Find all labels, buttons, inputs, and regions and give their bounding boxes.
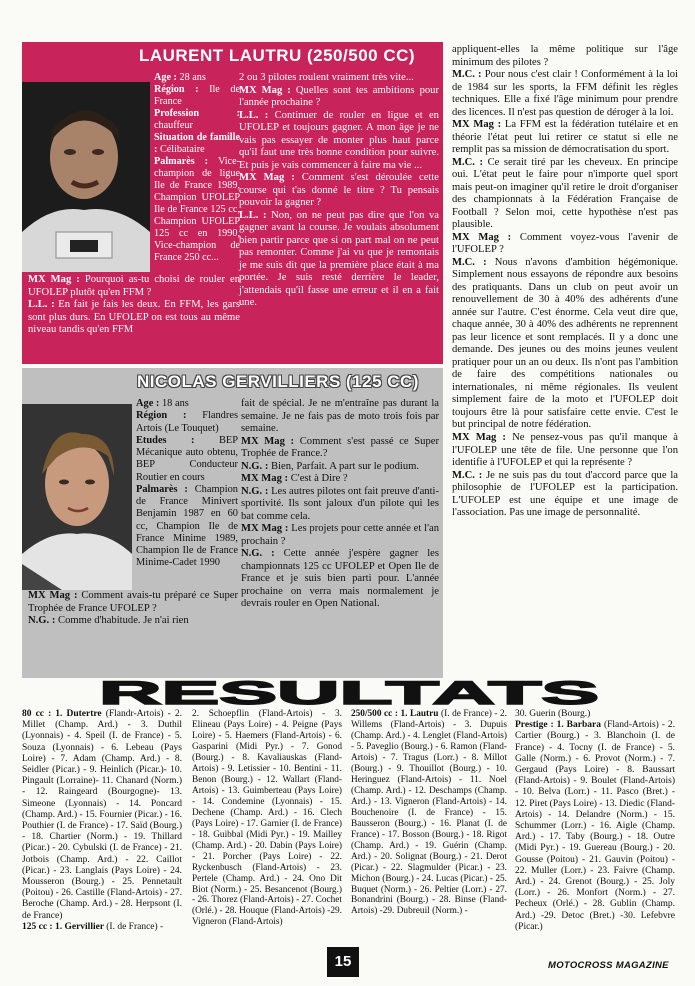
- paragraph-text: Champion de France Minivert Benjamin 1987 en 60 cc, Champion Ile de France Minime 1989, Champion Ile de France Minime-Cadet 1990: [136, 483, 238, 569]
- interview-right-column: [452, 44, 678, 520]
- paragraph-text: (I. de France) -: [106, 921, 164, 932]
- lautru-paragraph: [154, 84, 240, 108]
- gervilliers-paragraph: [241, 486, 439, 524]
- gervilliers-paragraph: [136, 484, 238, 570]
- paragraph-text: fait de spécial. Je ne m'entraîne pas durant la semaine. Je ne fais pas de moto trois fois par semaine.: [241, 398, 439, 435]
- paragraph-text: 30. Guerin (Bourg.): [515, 709, 591, 719]
- results-column-125cc: [192, 709, 342, 928]
- paragraph-text: Bien, Parfait. A part sur le podium.: [271, 460, 420, 472]
- speaker-label: M.C. :: [452, 469, 487, 481]
- paragraph-text: 28 ans: [179, 72, 206, 83]
- interview-paragraph: [452, 470, 678, 520]
- results-entry: [22, 709, 182, 922]
- paragraph-text: Quelles sont tes ambitions pour l'année prochaine ?: [239, 84, 439, 109]
- page-number: 15: [327, 947, 359, 977]
- lautru-paragraph: [239, 72, 439, 85]
- speaker-label: L.L. :: [239, 109, 275, 121]
- paragraph-text: Flandres Artois (Le Touquet): [136, 410, 238, 434]
- speaker-label: 125 cc : 1. Gervillier: [22, 921, 107, 932]
- lautru-column-2: [239, 72, 439, 310]
- speaker-label: N.G. :: [28, 615, 59, 627]
- paragraph-text: Comme d'habitude. Je n'ai rien: [58, 615, 189, 627]
- speaker-label: M.C. :: [452, 256, 495, 268]
- paragraph-text: (Flandr-Artois) - 2. Millet (Champ. Ard.) - 3. Duthil (Lyonnais) - 4. Speil (I. de France) - 5. Souza (Lyonnais) - 6. Lebeau (Pays Loire) - 7. Adam (Champ. Ard.) - 8. Seidler (Picar.) - 9. Heinlich (Picar.)- 10. Pingault (Lorraine)- 11. Chanard (Norm.) - 12. Raingeard (Bourgogne)- 13. Simeone (Lyonnais) - 14. Poncard (Champ. Ard.) - 15. Fournier (Picar.) - 16. Pouthier (I. de France) - 17. Saïd (Bourg.) - 18. Chartier (Norm.) - 19. Thillard (Picar.) - 20. Cybulski (I. de France) - 21. Jotbois (Champ. Ard.) - 22. Caillot (Picar.) - 23. Langlais (Pays Loire) - 24. Mousseron (Bourg.) - 25. Pennetault (Poitou) - 26. Castille (Fland-Artois) - 27. Beroche (Champ. Ard.) - 28. Herpsont (I. de France): [22, 709, 182, 921]
- results-entry: [515, 720, 675, 933]
- speaker-label: Palmarès :: [154, 156, 218, 168]
- gervilliers-paragraph: [241, 548, 439, 611]
- gervilliers-paragraph: [241, 473, 439, 486]
- speaker-label: M.C. :: [452, 156, 488, 168]
- gervilliers-paragraph: [241, 398, 439, 436]
- lautru-paragraph: [28, 274, 240, 299]
- lautru-column-1: [154, 72, 240, 265]
- speaker-label: MX Mag :: [452, 231, 520, 243]
- speaker-label: MX Mag :: [28, 274, 85, 285]
- gervilliers-paragraph: [136, 398, 238, 410]
- results-banner: [96, 678, 602, 708]
- results-entry: [515, 709, 675, 720]
- speaker-label: MX Mag :: [241, 435, 300, 447]
- speaker-label: MX Mag :: [241, 473, 291, 485]
- gervilliers-profile-panel: [22, 368, 443, 678]
- paragraph-text: appliquent-elles la même politique sur l'âge minimum des pilotes ?: [452, 44, 678, 68]
- lautru-paragraph: [28, 299, 240, 337]
- paragraph-text: Vice-champion de ligue Ile de France 1989, Champion UFOLEP Ile de France 125 cc, Champion UFOLEP 125 cc en 1990, Vice-champion de France 250 cc...: [154, 156, 240, 264]
- speaker-label: Profession :: [154, 108, 240, 120]
- paragraph-text: Comment avais-tu préparé ce Super Trophée de France UFOLEP ?: [28, 590, 238, 614]
- lautru-paragraph: [239, 85, 439, 110]
- paragraph-text: Non, on ne peut pas dire que l'on va gagner avant la course. Je voulais absolument bien partir parce que si on part mal on ne peut pas remonter. Comme j'ai vu que je remontais je me suis dit que la première place était à ma portée. Je suis resté derrière le leader, j'attendais qu'il fasse une erreur et il en a fait une.: [239, 209, 439, 309]
- speaker-label: N.G. :: [241, 460, 272, 472]
- gervilliers-paragraph: [241, 523, 439, 548]
- paragraph-text: chauffeur: [154, 120, 193, 132]
- speaker-label: MX Mag :: [28, 590, 82, 601]
- paragraph-text: 2. Schoepflin (Fland-Artois) - 3. Elineau (Pays Loire) - 4. Peigne (Pays Loire) - 5. Haemers (Fland-Artois) - 6. Gasparini (Midi Pyr.) - 7. Gonod (Bourg.) - 8. Kavaliauskas (Fland-Artois) - 9. Letissier - 10. Bentini - 11. Benon (Bourg.) - 12. Wallart (Fland-Artois) - 13. Guimberteau (Pays Loire) - 14. Condemine (Lyonnais) - 15. Dechene (Champ. Ard.) - 16. Clech (Pays Loire) - 17. Garnier (I. de France) - 18. Guibbal (Midi Pyr.) - 19. Mailley (Champ. Ard.) - 20. Dabin (Pays Loire) - 21. Porcher (Pays Loire) - 22. Ryckenbusch (Fland-Artois) - 23. Pertele (Champ. Ard.) - 24. Ono Dit Biot (Norm.) - 25. Besancenot (Bourg.) - 26. Thorez (Fland-Artois) - 27. Cochet (Orlé.) - 28. Houque (Fland-Artois) -29. Vigneron (Fland-Artois): [192, 709, 342, 928]
- gervilliers-paragraph: [28, 615, 238, 628]
- paragraph-text: (I. de France) - 2. Willems (Fland-Artois) - 3. Dupuis (Champ. Ard.) - 4. Lenglet (Fland-Artois) - 5. Paveglio (Bourg.) - 6. Ramon (Fland-Artois) - 7. Tragus (Lorr.) - 8. Millot (Bourg.) - 9. Thouillot (Bourg.) - 10. Heringuez (Fland-Artois) - 11. Noel (Champ. Ard.) - 12. Deschamps (Champ. Ard.) - 13. Vigneron (Fland-Artois) - 14. Bouchenoire (I. de France) - 15. Bausseron (Bourg.) - 16. Planat (I. de France) - 17. Bosson (Bourg.) - 18. Rigot (Champ. Ard.) - 19. Guérin (Champ. Ard.) - 20. Solignat (Bourg.) - 21. Derot (Picar.) - 22. Slagmulder (Picar.) - 23. Michon (Bourg.) - 24. Lucas (Picar.) - 25. Buquet (Norm.) - 26. Peltier (Lorr.) - 27. Bonandrini (Bourg.) - 28. Binse (Fland-Artois) -29. Dubreuil (Norm.) -: [351, 709, 507, 917]
- lautru-paragraph: [154, 72, 240, 84]
- lautru-title: LAURENT LAUTRU (250/500 CC): [138, 46, 416, 65]
- speaker-label: Région :: [154, 84, 210, 96]
- interview-paragraph: [452, 232, 678, 257]
- speaker-label: Age :: [136, 398, 162, 409]
- interview-paragraph: [452, 69, 678, 119]
- speaker-label: MX Mag :: [452, 431, 513, 443]
- lautru-paragraph: [239, 110, 439, 173]
- speaker-label: N.G. :: [241, 548, 284, 560]
- speaker-label: MX Mag :: [452, 119, 505, 131]
- paragraph-text: 18 ans: [161, 398, 189, 409]
- gervilliers-column-1-wide: [28, 590, 238, 628]
- magazine-name: MOTOCROSS MAGAZINE: [548, 960, 669, 971]
- interview-paragraph: [452, 257, 678, 432]
- speaker-label: N.G. :: [241, 485, 272, 497]
- speaker-label: Age :: [154, 72, 180, 83]
- paragraph-text: Je ne suis pas du tout d'accord parce que la philosophie de l'UFOLEP est la participation. L'UFOLEP est une équipe et une image de l'association. Pas une image de personnalité.: [452, 469, 678, 519]
- results-entry: [351, 709, 507, 917]
- paragraph-text: Comment voyez-vous l'avenir de l'UFOLEP ?: [452, 231, 679, 256]
- speaker-label: Prestige : 1. Barbara: [515, 720, 604, 731]
- lautru-column-1-wide: [28, 274, 240, 337]
- results-entry: [192, 709, 342, 928]
- paragraph-text: La FFM est la fédération tutélaire et en théorie l'état peut lui retirer ce statut si elle ne remplit pas sa mission de démocratisation du sport.: [452, 119, 678, 156]
- gervilliers-paragraph: [241, 436, 439, 461]
- gervilliers-title: NICOLAS GERVILLIERS (125 CC): [137, 372, 419, 391]
- paragraph-text: Pourquoi as-tu choisi de rouler en UFOLEP plutôt qu'en FFM ?: [28, 274, 240, 298]
- paragraph-text: (Fland-Artois) - 2. Cartier (Bourg.) - 3. Blanchoin (I. de France) - 4. Tocny (I. de France) - 5. Galle (Norm.) - 6. Provot (Norm.) - 7. Gergaud (Pays Loire) - 8. Baussart (Fland-Artois) - 9. Boulet (Fland-Artois) - 10. Belva (Lorr.) - 11. Pasco (Bret.) - 12. Piret (Pays Loire) - 13. Diedic (Fland-Artois) - 14. Delandre (Norm.) - 15. Schummer (Lorr.) - 16. Aigle (Champ. Ard.) - 17. Taby (Bourg.) - 18. Outre (Midi Pyr.) - 19. Guereau (Bourg.) - 20. Gousse (Poitou) - 21. Gauvin (Poitou) - 22. Muller (Lorr.) - 23. Faivre (Champ. Ard.) - 24. Grenot (Bourg.) - 25. Joly (Lorr.) - 26. Monfort (Norm.) - 27. Pecheux (Orlé.) - 28. Gublin (Champ. Ard.) -29. Detoc (Bret.) -30. Lefebvre (Picar.): [515, 720, 676, 932]
- gervilliers-paragraph: [28, 590, 238, 615]
- speaker-label: L.L. :: [28, 299, 59, 311]
- interview-paragraph: [452, 157, 678, 232]
- lautru-profile-panel: [22, 42, 443, 364]
- gervilliers-paragraph: [136, 435, 238, 484]
- speaker-label: Région :: [136, 410, 203, 422]
- interview-paragraph: [452, 119, 678, 157]
- paragraph-text: Nous n'avons d'ambition hégémonique. Simplement nous essayons de répondre aux besoins des pratiquants. Dans un club on peut avoir un renouvellement de 30 à 40% des adhérents d'une année sur l'autre. C'est énorme. Cela veut dire que, chaque année, 30 à 40% des adhérents ne reprennent pas leur licence et sont remplacés. Il y a donc une demande. Des jeunes ou des moins jeunes veulent pratiquer pour un an ou deux. Ils n'ont pas l'ambition de faire des compétitions nationales ou internationales, ni même régionales. Ils veulent simplement faire de la moto et l'UFOLEP doit toujours être là pour satisfaire cette envie. C'est le but principal de notre fédération.: [452, 256, 678, 431]
- paragraph-text: Célibataire: [159, 144, 205, 156]
- lautru-photo: [22, 82, 150, 272]
- paragraph-text: Les projets pour cette année et l'an prochain ?: [241, 523, 439, 547]
- lautru-paragraph: [154, 108, 240, 132]
- speaker-label: 80 cc : 1. Dutertre: [22, 709, 106, 719]
- interview-paragraph: [452, 44, 678, 69]
- paragraph-text: Ce serait tiré par les cheveux. En principe oui. L'état peut le faire pour n'importe quel sport mais peut-on imaginer qu'il retire le droit d'organiser des championnats à la Fédération Française de Football ? Selon moi, cette hypothèse n'est pas plausible.: [452, 156, 679, 231]
- speaker-label: Situation de famille :: [154, 132, 240, 156]
- gervilliers-paragraph: [136, 410, 238, 435]
- paragraph-text: Les autres pilotes ont fait preuve d'anti-sportivité. Ils sont jaloux d'un pilote qui les bat comme cela.: [241, 485, 440, 522]
- lautru-paragraph: [239, 210, 439, 310]
- results-column-250-500cc: [351, 709, 507, 917]
- interview-paragraph: [452, 432, 678, 470]
- speaker-label: M.C. :: [452, 69, 485, 81]
- paragraph-text: Comment s'est déroulée cette course qui t'as donné le titre ? Tu pensais pouvoir la gagner ?: [239, 172, 439, 209]
- paragraph-text: Continuer de rouler en ligue et en UFOLEP et toujours gagner. A mon âge je ne vais pas essayer de monter plus haut parce qu'il faut une très bonne condition pour suivre. Et puis je vais commencer à faire ma vie ...: [239, 109, 439, 171]
- results-title: RESULTATS: [99, 678, 599, 708]
- results-column-prestige: [515, 709, 675, 933]
- results-entry: [22, 922, 182, 933]
- speaker-label: MX Mag :: [241, 523, 292, 535]
- speaker-label: Etudes :: [136, 434, 219, 446]
- paragraph-text: En fait je fais les deux. En FFM, les gars sont plus durs. En UFOLEP on est tous au même niveau tandis qu'en FFM: [28, 299, 240, 336]
- speaker-label: MX Mag :: [239, 172, 302, 184]
- speaker-label: 250/500 cc : 1. Lautru: [351, 709, 442, 719]
- paragraph-text: Pour nous c'est clair ! Conformément à la loi de 1984 sur les sports, la FFM définit les règles techniques. Elle a fixé l'âge minimum pour prendre des licences. Il n'est pas question de déroger à la loi.: [452, 69, 678, 118]
- speaker-label: MX Mag :: [239, 84, 296, 96]
- speaker-label: L.L. :: [239, 209, 272, 221]
- lautru-paragraph: [154, 132, 240, 156]
- paragraph-text: Ile de France: [154, 84, 240, 108]
- speaker-label: Palmarès :: [136, 483, 195, 495]
- gervilliers-photo: [22, 404, 132, 590]
- gervilliers-column-1: [136, 398, 238, 570]
- gervilliers-column-2: [241, 398, 439, 611]
- paragraph-text: C'est à Dire ?: [290, 473, 348, 485]
- lautru-paragraph: [154, 156, 240, 264]
- paragraph-text: 2 ou 3 pilotes roulent vraiment très vite...: [239, 72, 414, 83]
- gervilliers-paragraph: [241, 461, 439, 474]
- paragraph-text: BEP Mécanique auto obtenu, BEP Conducteur Routier en cours: [136, 434, 238, 483]
- paragraph-text: Comment s'est passé ce Super Trophée de France.?: [241, 435, 439, 460]
- paragraph-text: Ne pensez-vous pas qu'il manque à l'UFOLEP une tête de file. Une personne que l'on identifie à l'UFOLEP et qui la représente ?: [452, 431, 678, 469]
- paragraph-text: Cette année j'espère gagner les championnats 125 cc UFOLEP et Open Ile de France et je suis bien parti pour. L'année prochaine on verra mais normalement je devrais rouler en Open National.: [241, 548, 439, 610]
- lautru-paragraph: [239, 172, 439, 210]
- results-column-80cc: [22, 709, 182, 933]
